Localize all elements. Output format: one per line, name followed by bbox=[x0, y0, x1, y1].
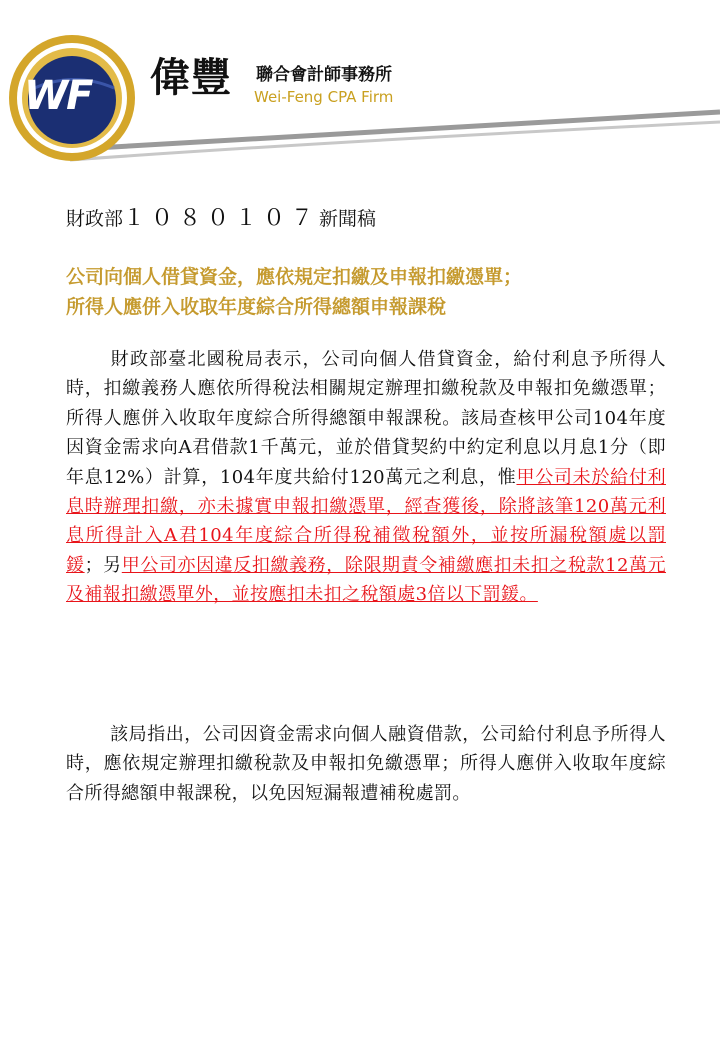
document-title bbox=[66, 262, 666, 322]
firm-subtitle-en: Wei-Feng CPA Firm bbox=[254, 88, 394, 106]
paragraph-1-text-b: ；另 bbox=[84, 554, 122, 576]
paragraph-1-highlight-2: 甲公司亦因違反扣繳義務，除限期責令補繳應扣未扣之稅款12萬元及補報扣繳憑單外，並按應扣未扣之稅額處3倍以下罰鍰。 bbox=[66, 554, 666, 606]
paragraph-2-text: 該局指出，公司因資金需求向個人融資借款，公司給付利息予所得人時，應依規定辦理扣繳稅款及申報扣免繳憑單；所得人應併入收取年度綜合所得總額申報課稅，以免因短漏報遭補稅處罰。 bbox=[66, 724, 666, 804]
paragraph-2 bbox=[66, 720, 666, 808]
paragraph-1 bbox=[66, 345, 666, 610]
logo-mark: WF bbox=[24, 73, 92, 119]
title-line-2: 所得人應併入收取年度綜合所得總額申報課稅 bbox=[66, 296, 447, 318]
press-release-label bbox=[66, 206, 376, 232]
label-suffix: 新聞稿 bbox=[319, 208, 377, 230]
firm-subtitle-cn: 聯合會計師事務所 bbox=[256, 65, 392, 85]
paragraph-1-highlight-1: 甲公司未於給付利息時辦理扣繳，亦未據實申報扣繳憑單，經查獲後，除將該筆120萬元利息所得計入A君104年度綜合所得稅補徵稅額外，並按所漏稅額處以罰鍰 bbox=[66, 466, 666, 576]
letterhead bbox=[0, 0, 720, 200]
label-date: １０８０１０７ bbox=[123, 206, 320, 231]
paragraph-1-text-a: 財政部臺北國稅局表示，公司向個人借貸資金，給付利息予所得人時，扣繳義務人應依所得稅法相關規定辦理扣繳稅款及申報扣免繳憑單；所得人應併入收取年度綜合所得總額申報課稅。該局查核甲公司104年度因資金需求向A君借款1千萬元，並於借貸契約中約定利息以月息1分（即年息12%）計算，104年度共給付120萬元之利息，惟 bbox=[66, 349, 666, 488]
title-line-1: 公司向個人借貸資金，應依規定扣繳及申報扣繳憑單； bbox=[66, 266, 523, 288]
label-prefix: 財政部 bbox=[66, 208, 124, 230]
firm-name-cn: 偉豐 bbox=[150, 55, 232, 101]
